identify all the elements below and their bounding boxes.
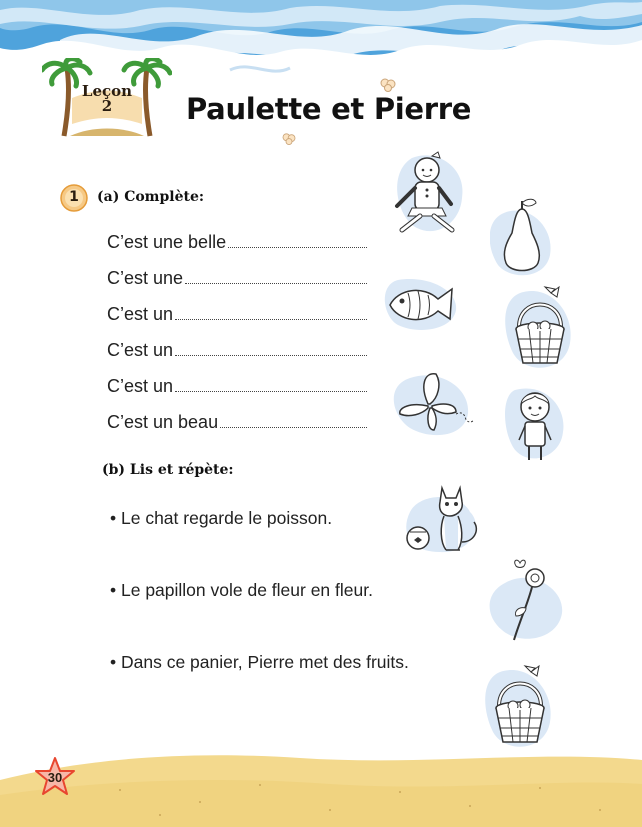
fill-line[interactable] xyxy=(107,264,367,288)
part-b-heading: (b) Lis et répète: xyxy=(102,462,234,478)
doll-icon xyxy=(382,148,472,243)
answer-blank[interactable] xyxy=(175,318,367,320)
sentence: • Dans ce panier, Pierre met des fruits. xyxy=(110,652,409,672)
answer-blank[interactable] xyxy=(228,246,367,248)
fill-line[interactable] xyxy=(107,228,367,252)
small-flower-icon xyxy=(282,133,296,145)
fill-line[interactable] xyxy=(107,372,367,396)
fill-line[interactable] xyxy=(107,336,367,360)
boy-icon xyxy=(505,382,565,467)
page-number: 30 xyxy=(47,770,63,785)
lesson-badge xyxy=(42,58,172,138)
small-flower-icon xyxy=(380,78,396,92)
fill-line-prompt: C’est un xyxy=(107,376,174,396)
fill-line[interactable] xyxy=(107,300,367,324)
page-title: Paulette et Pierre xyxy=(186,92,472,126)
lesson-number: 2 xyxy=(101,97,113,115)
exercise-number: 1 xyxy=(69,189,79,205)
answer-blank[interactable] xyxy=(220,426,367,428)
fill-line-prompt: C’est un xyxy=(107,304,174,324)
fill-line-prompt: C’est un beau xyxy=(107,412,219,432)
flower-icon xyxy=(480,558,570,648)
fill-line-prompt: C’est un xyxy=(107,340,174,360)
butterfly-icon xyxy=(390,368,480,440)
answer-blank[interactable] xyxy=(185,282,367,284)
fill-line-prompt: C’est une xyxy=(107,268,184,288)
part-a-heading: (a) Complète: xyxy=(97,189,205,205)
cat-fishbowl-icon xyxy=(400,482,490,557)
fill-line[interactable] xyxy=(107,408,367,432)
basket-icon xyxy=(505,283,575,375)
pear-icon xyxy=(490,195,555,280)
exercise-number-badge xyxy=(60,184,88,212)
answer-blank[interactable] xyxy=(175,390,367,392)
fish-icon xyxy=(378,275,463,335)
lesson-label xyxy=(42,84,172,114)
sand-footer xyxy=(0,740,642,827)
sentence: • Le papillon vole de fleur en fleur. xyxy=(110,580,373,600)
sentence: • Le chat regarde le poisson. xyxy=(110,508,333,528)
answer-blank[interactable] xyxy=(175,354,367,356)
fill-line-prompt: C’est une belle xyxy=(107,232,227,252)
lesson-word: Leçon xyxy=(81,82,133,100)
page-number-badge xyxy=(34,757,76,797)
